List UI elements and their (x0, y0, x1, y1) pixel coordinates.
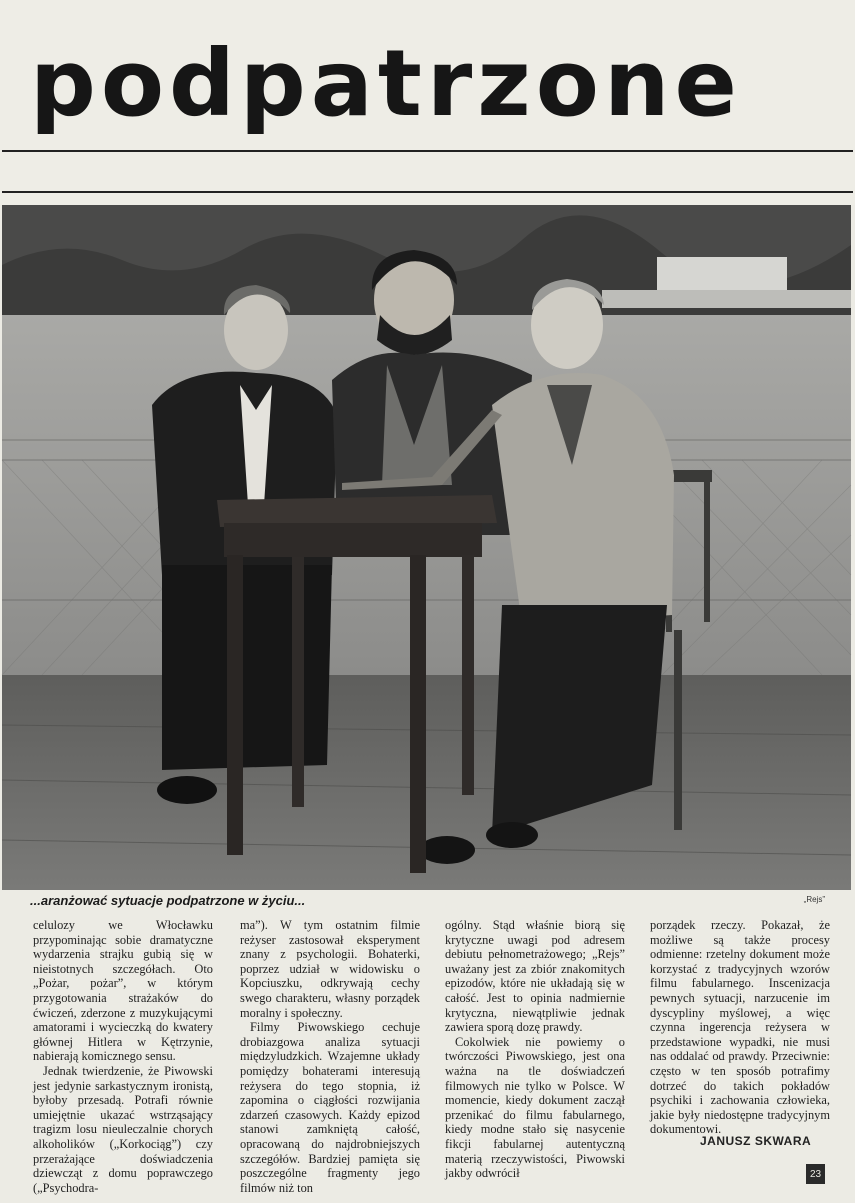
film-still-photo (2, 205, 851, 890)
paragraph: porządek rzeczy. Pokazał, że możliwe są także procesy odmienne: rzetelny dokument może korzystać z tradycyjnych wzorów filmu fabularnego. Inscenizacja pewnych sytuacji, narzucenie im dyscypliny myślowej, a więc czynna ingerencja reżysera w przedstawione wypadki, nie musi nas oddalać od prawdy. Przeciwnie: często w ten sposób potrafimy dotrzeć do takich pokładów psychiki i zachowania człowieka, jakie były niedostępne tradycyjnym dokumentowi. (650, 918, 830, 1137)
article-column-2 (240, 918, 420, 1195)
author-byline: JANUSZ SKWARA (700, 1134, 812, 1148)
photo-caption: ...aranżować sytuacje podpatrzone w życiu... (30, 893, 306, 908)
paragraph: ma”). W tym ostatnim filmie reżyser zastosował eksperyment znany z psychologii. Bohaterki, poprzez udział w widowisku o Kopciuszku, odkrywają cechy swego charakteru, własny porządek moralny i społeczny. (240, 918, 420, 1020)
photo-illustration (2, 205, 851, 890)
header-rule-top (2, 150, 853, 152)
paragraph: celulozy we Włocławku przypominając sobie dramatyczne wydarzenia strajku gubią się w nieistotnych szczegółach. Oto „Pożar, pożar”, w którym przygotowania strażaków do ćwiczeń, zderzone z muzykującymi amatorami i wycieczką do kwatery głównej Hitlera w Kętrzynie, nabierają komicznego sensu. (33, 918, 213, 1064)
article-column-3 (445, 918, 625, 1181)
article-column-1 (33, 918, 213, 1195)
header-rule-bottom (2, 191, 853, 193)
photo-credit: „Rejs” (803, 895, 825, 904)
paragraph: Jednak twierdzenie, że Piwowski jest jedynie sarkastycznym ironistą, byłoby przesadą. Potrafi równie umiejętnie ukazać wstrząsający tragizm losu nieuleczalnie chorych alkoholików („Korkociąg”) czy przerażające doświadczenia dziewcząt z domu poprawczego („Psychodra- (33, 1063, 213, 1195)
paragraph: Filmy Piwowskiego cechuje drobiazgowa analiza sytuacji międzyludzkich. Wzajemne układy pomiędzy bohaterami interesują reżysera do tego stopnia, iż zapomina o ciągłości rozwijania zdarzeń czasowych. Każdy epizod stanowi zamkniętą całość, opracowaną do najdrobniejszych szczegółów. Bardziej pamięta się poszczególne fragmenty jego filmów niż ton (240, 1020, 420, 1195)
paragraph: Cokolwiek nie powiemy o twórczości Piwowskiego, jest ona ważna na tle doświadczeń filmowych nie tylko w Polsce. W momencie, kiedy dokument zaczął przenikać do filmu fabularnego, kiedy modne stało się nasycenie fikcji fabularnej autentyczną materią rzeczywistości, Piwowski jakby odwrócił (445, 1034, 625, 1181)
page-title: podpatrzone (30, 30, 742, 137)
masthead (0, 0, 855, 205)
page-number: 23 (806, 1164, 825, 1184)
article-column-4 (650, 918, 830, 1137)
paragraph: ogólny. Stąd właśnie biorą się krytyczne uwagi pod adresem debiutu pełnometrażowego; „Rejs” uważany jest za zbiór znakomitych epizodów, które nie układają się w całość. Jest to opinia nadmiernie krytyczna, niewątpliwie jednak zawiera sporą dozę prawdy. (445, 918, 625, 1035)
